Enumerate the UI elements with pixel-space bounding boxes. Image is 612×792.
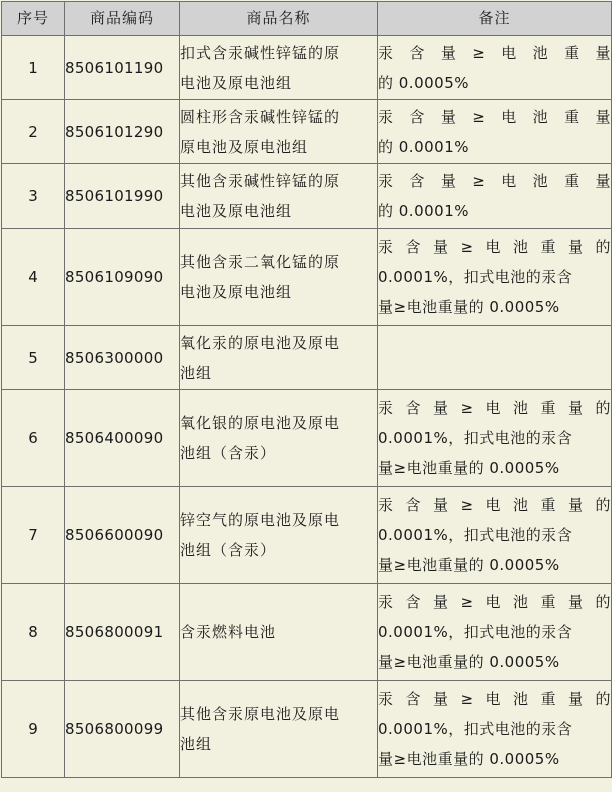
commodity-code: 8506800099 [65, 681, 180, 778]
remark-line: 0.0001%，扣式电池的汞含 [378, 526, 573, 544]
remark [378, 681, 612, 778]
remark [378, 326, 612, 390]
header-note: 备注 [378, 2, 612, 36]
remark [378, 164, 612, 229]
commodity-code: 8506101990 [65, 164, 180, 229]
table-header [2, 2, 612, 36]
table-row [2, 100, 612, 164]
row-number: 5 [2, 326, 65, 390]
remark [378, 100, 612, 164]
remark-line: 0.0001%，扣式电池的汞含 [378, 268, 573, 286]
commodity-name [180, 164, 378, 229]
remark-line: 的 0.0001% [378, 137, 470, 156]
commodity-name-line: 电池及原电池组 [180, 202, 293, 220]
row-number: 3 [2, 164, 65, 229]
remark-line: 汞含量≥电池重量的 [378, 690, 611, 708]
table-row [2, 584, 612, 681]
remark-line: 0.0001%，扣式电池的汞含 [378, 623, 573, 641]
remark-line: 量≥电池重量的 0.0005% [378, 459, 560, 477]
commodity-name-line: 扣式含汞碱性锌锰的原 [180, 43, 341, 62]
remark [378, 390, 612, 487]
row-number: 6 [2, 390, 65, 487]
commodity-name-line: 池组 [180, 735, 213, 753]
commodity-name [180, 390, 378, 487]
remark-line: 的 0.0005% [378, 73, 470, 92]
row-number: 9 [2, 681, 65, 778]
commodity-name [180, 326, 378, 390]
commodity-name-line: 氧化汞的原电池及原电 [180, 333, 341, 352]
commodity-code: 8506101190 [65, 36, 180, 100]
row-number: 2 [2, 100, 65, 164]
remark-line: 汞含量≥电池重量的 [378, 399, 611, 417]
commodity-name-line: 原电池及原电池组 [180, 137, 309, 156]
header-code: 商品编码 [65, 2, 180, 36]
commodity-name-line: 池组（含汞） [180, 444, 277, 462]
remark [378, 487, 612, 584]
table-row [2, 36, 612, 100]
table-row [2, 681, 612, 778]
header-no: 序号 [2, 2, 65, 36]
commodity-name-line: 氧化银的原电池及原电 [180, 414, 341, 432]
commodity-name-line: 电池及原电池组 [180, 283, 293, 301]
remark-line: 汞含量≥电池重量的 [378, 238, 611, 256]
commodity-name-line: 圆柱形含汞碱性锌锰的 [180, 107, 341, 126]
commodity-code: 8506400090 [65, 390, 180, 487]
remark [378, 584, 612, 681]
row-number: 1 [2, 36, 65, 100]
commodity-code: 8506101290 [65, 100, 180, 164]
table-row [2, 164, 612, 229]
header-name: 商品名称 [180, 2, 378, 36]
table-row [2, 487, 612, 584]
remark-line: 的 0.0001% [378, 202, 470, 220]
commodity-name [180, 584, 378, 681]
remark-line: 汞含量≥电池重量的 [378, 593, 611, 611]
remark [378, 229, 612, 326]
remark-line: 汞含量≥电池重量的 [378, 496, 611, 514]
table-row [2, 229, 612, 326]
remark-line: 0.0001%，扣式电池的汞含 [378, 720, 573, 738]
row-number: 8 [2, 584, 65, 681]
commodity-code: 8506800091 [65, 584, 180, 681]
row-number: 7 [2, 487, 65, 584]
commodity-name [180, 36, 378, 100]
commodity-name-line: 池组 [180, 363, 213, 382]
commodity-code: 8506109090 [65, 229, 180, 326]
table-row [2, 326, 612, 390]
remark-line: 汞含量≥电池重量 [378, 172, 611, 190]
commodity-name-line: 其他含汞原电池及原电 [180, 705, 341, 723]
commodity-name-line: 其他含汞碱性锌锰的原 [180, 172, 341, 190]
remark-line: 汞含量≥电池重量 [378, 107, 611, 126]
commodity-name [180, 100, 378, 164]
remark-line: 0.0001%，扣式电池的汞含 [378, 429, 573, 447]
commodity-name-line: 含汞燃料电池 [180, 623, 277, 641]
remark-line: 量≥电池重量的 0.0005% [378, 653, 560, 671]
commodity-name-line: 其他含汞二氧化锰的原 [180, 253, 341, 271]
commodity-name-line: 锌空气的原电池及原电 [180, 511, 341, 529]
table-body [2, 36, 612, 778]
commodity-name [180, 487, 378, 584]
remark-line: 汞含量≥电池重量 [378, 43, 611, 62]
header-row [2, 2, 612, 36]
table-row [2, 390, 612, 487]
commodity-name [180, 229, 378, 326]
commodity-name-line: 电池及原电池组 [180, 73, 293, 92]
commodity-code: 8506600090 [65, 487, 180, 584]
commodity-code: 8506300000 [65, 326, 180, 390]
remark [378, 36, 612, 100]
remark-line: 量≥电池重量的 0.0005% [378, 750, 560, 768]
commodity-name [180, 681, 378, 778]
remark-line: 量≥电池重量的 0.0005% [378, 298, 560, 316]
row-number: 4 [2, 229, 65, 326]
goods-table [1, 1, 612, 778]
remark-line: 量≥电池重量的 0.0005% [378, 556, 560, 574]
commodity-name-line: 池组（含汞） [180, 541, 277, 559]
